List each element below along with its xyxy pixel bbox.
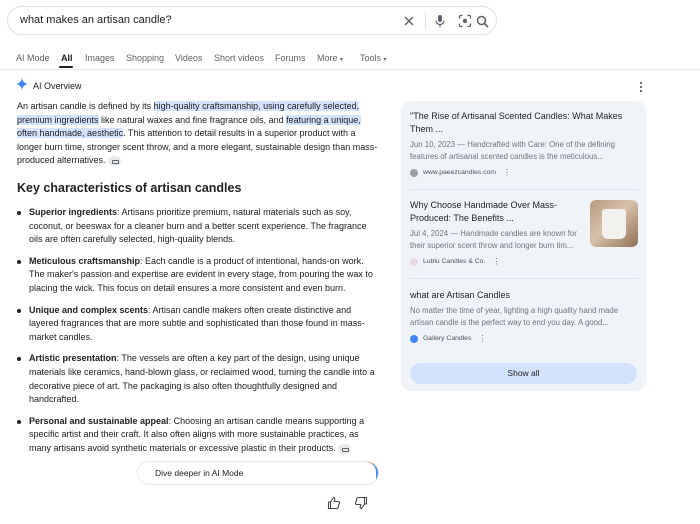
source-title[interactable]: Why Choose Handmade Over Mass-Produced: The Benefits ... bbox=[410, 200, 558, 223]
list-item bbox=[17, 255, 379, 296]
list-item bbox=[17, 415, 379, 456]
section-heading: Key characteristics of artisan candles bbox=[17, 180, 242, 195]
source-snippet: Jul 4, 2024 — Handmade candles are known for their superior scent throw and longer burn tim... bbox=[410, 229, 577, 250]
source-title[interactable]: what are Artisan Candles bbox=[410, 290, 511, 300]
thumbs-down-icon[interactable] bbox=[354, 496, 368, 510]
source-snippet: No matter the time of year, lighting a high quality hand made artisan candle is the perfect way to end you day. A good... bbox=[410, 306, 619, 327]
sources-panel bbox=[401, 101, 646, 391]
intro-text: An artisan candle is defined by its bbox=[17, 101, 154, 111]
list-item-title: Personal and sustainable appeal bbox=[29, 415, 169, 426]
chevron-down-icon: ▾ bbox=[383, 57, 387, 63]
source-thumbnail[interactable] bbox=[590, 200, 638, 247]
list-item bbox=[17, 352, 379, 406]
source-meta bbox=[410, 168, 638, 177]
mic-icon[interactable] bbox=[432, 13, 448, 29]
tab-all[interactable]: All bbox=[61, 53, 73, 63]
divider bbox=[410, 189, 638, 190]
source-card[interactable] bbox=[410, 199, 582, 266]
tab-tools[interactable] bbox=[360, 53, 387, 63]
source-meta bbox=[410, 334, 638, 343]
tab-more-label: More bbox=[317, 53, 338, 63]
favicon-icon bbox=[410, 169, 418, 177]
characteristics-list bbox=[17, 206, 379, 456]
list-item-text: : Choosing an artisan candle means supporting a specific artist and their craft. It also often aligns with more sustainable practices, as many artisans avoid synthetic materials or excessive plastic in their products. bbox=[29, 415, 365, 453]
close-icon[interactable] bbox=[401, 13, 417, 29]
tab-shopping[interactable]: Shopping bbox=[126, 53, 165, 63]
search-icon[interactable] bbox=[474, 13, 490, 29]
tab-ai-mode[interactable]: AI Mode bbox=[16, 53, 50, 63]
ai-overview-title: AI Overview bbox=[33, 81, 82, 91]
show-all-button[interactable]: Show all bbox=[410, 363, 637, 384]
list-item-title: Meticulous craftsmanship bbox=[29, 255, 141, 266]
more-vert-icon[interactable]: ⋮ bbox=[478, 334, 486, 343]
highlight-text: featuring a unique, often handmade, aesthetic bbox=[17, 114, 361, 139]
more-vert-icon[interactable]: ⋮ bbox=[492, 257, 500, 266]
intro-text: . This attention to detail results in a superior product with a longer burn time, stronger scent throw, and a more elegant, sustainable design than mass-produced alternatives. bbox=[17, 128, 378, 166]
tabs-divider bbox=[0, 69, 700, 70]
list-item-title: Artistic presentation bbox=[29, 353, 117, 364]
list-item-title: Superior ingredients bbox=[29, 206, 118, 217]
search-input[interactable]: what makes an artisan candle? bbox=[20, 14, 172, 26]
more-vert-icon[interactable]: ⋮ bbox=[502, 168, 510, 177]
highlight-text: high-quality craftsmanship, using carefully selected, premium ingredients bbox=[17, 101, 360, 125]
intro-paragraph bbox=[17, 100, 379, 168]
source-meta bbox=[410, 257, 582, 266]
source-site: www.paeezcandles.com bbox=[423, 169, 496, 176]
dive-deeper-label: Dive deeper in AI Mode bbox=[155, 468, 244, 478]
source-card[interactable] bbox=[410, 289, 638, 343]
link-icon[interactable] bbox=[108, 156, 121, 166]
more-vert-icon[interactable] bbox=[637, 80, 645, 92]
favicon-icon bbox=[410, 258, 418, 266]
ai-overview-header bbox=[16, 79, 82, 93]
tab-forums[interactable]: Forums bbox=[275, 53, 306, 63]
source-site: Gallery Candles bbox=[423, 335, 472, 342]
ai-overview-body bbox=[17, 100, 379, 463]
list-item-text: : The vessels are often a key part of the design, using unique materials like ceramics, hand-blown glass, or reclaimed wood, turning the candle into a decorative piece of art. The packaging is also often thoughtfully designed and handcrafted. bbox=[29, 353, 375, 405]
lens-icon[interactable] bbox=[457, 13, 473, 29]
intro-text: like natural waxes and fine fragrance oils, and bbox=[98, 114, 287, 125]
list-item bbox=[17, 304, 379, 345]
source-title[interactable]: "The Rise of Artisanal Scented Candles: What Makes Them ... bbox=[410, 111, 623, 134]
sparkle-icon bbox=[16, 77, 28, 95]
list-item bbox=[17, 206, 379, 247]
favicon-icon bbox=[410, 335, 418, 343]
candle-image bbox=[602, 209, 626, 239]
list-item-text: : Artisan candle makers often create distinctive and layered fragrances that are more subtle and sophisticated than those found in mass-market candles. bbox=[29, 304, 365, 342]
active-tab-indicator bbox=[59, 66, 73, 68]
dive-deeper-button[interactable] bbox=[137, 461, 379, 485]
tab-tools-label: Tools bbox=[360, 53, 382, 63]
source-card[interactable] bbox=[410, 110, 638, 177]
source-site: Lublu Candles & Co. bbox=[423, 258, 486, 265]
thumbs-up-icon[interactable] bbox=[327, 496, 341, 510]
tab-images[interactable]: Images bbox=[85, 53, 115, 63]
list-item-title: Unique and complex scents bbox=[29, 304, 149, 315]
list-item-text: : Each candle is a product of intentional, hands-on work. The maker's passion and expertise are evident in every stage, from pouring the wax to placing the wick. This focus on detail ensures a more consistent and even burn. bbox=[29, 255, 373, 293]
list-item-text: : Artisans prioritize premium, natural materials such as soy, coconut, or beeswax for a cleaner burn and a better scent experience. The fragrance oils are often carefully selected, high-quality blends. bbox=[29, 206, 367, 245]
chevron-down-icon: ▾ bbox=[340, 57, 344, 63]
divider bbox=[410, 278, 638, 279]
search-divider bbox=[425, 13, 426, 29]
source-snippet: Jun 10, 2023 — Handcrafted with Care: One of the defining features of artisanal scented candles is the meticulous... bbox=[410, 140, 616, 161]
tab-videos[interactable]: Videos bbox=[175, 53, 203, 63]
link-icon[interactable] bbox=[338, 444, 351, 454]
search-box[interactable] bbox=[7, 6, 497, 35]
tab-more[interactable] bbox=[317, 53, 343, 63]
tab-short-videos[interactable]: Short videos bbox=[214, 53, 265, 63]
